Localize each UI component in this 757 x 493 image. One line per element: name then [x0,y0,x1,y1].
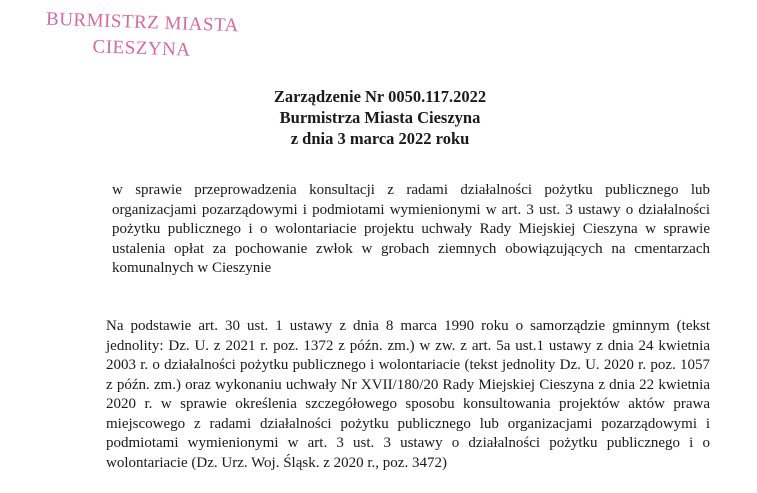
document-subject: w sprawie przeprowadzenia konsultacji z radami działalności pożytku publicznego lub organizacjami pozarządowymi i podmiotami wymienionymi w art. 3 ust. 3 ustawy o działalności pożytku publicznego i o wolontariacie projektu uchwały Rady Miejskiej Cieszyna w sprawie ustalenia opłat za pochowanie zwłok w grobach ziemnych obowiązujących na cmentarzach komunalnych w Cieszynie [112,182,710,276]
stamp-line-2: CIESZYNA [92,36,191,61]
official-stamp [41,7,243,66]
document-issuer: Burmistrza Miasta Cieszyna [279,108,481,127]
stamp-line-1: BURMISTRZ MIASTA [45,8,240,37]
document-date: z dnia 3 marca 2022 roku [290,129,470,148]
legal-basis-paragraph: Na podstawie art. 30 ust. 1 ustawy z dnia 8 marca 1990 roku o samorządzie gminnym (tekst jednolity: Dz. U. z 2021 r. poz. 1372 z późn. zm.) w zw. z art. 5a ust.1 ustawy z dnia 24 kwietnia 2003 r. o działalności pożytku publicznego i wolontariacie (tekst jednolity Dz. U. 2020 r. poz. 1057 z późn. zm.) oraz wykonaniu uchwały Nr XVII/180/20 Rady Miejskiej Cieszyna z dnia 22 kwietnia 2020 r. w sprawie określenia szczegółowego sposobu konsultowania projektów aktów prawa miejscowego z radami działalności pożytku publicznego lub organizacjami pozarządowymi i podmiotami wymienionymi w art. 3 ust. 3 ustawy o działalności pożytku publicznego i o wolontariacie (Dz. Urz. Woj. Śląsk. z 2020 r., poz. 3472) [106,318,710,471]
document-title: Zarządzenie Nr 0050.117.2022 [273,87,487,106]
document-header [230,86,530,149]
